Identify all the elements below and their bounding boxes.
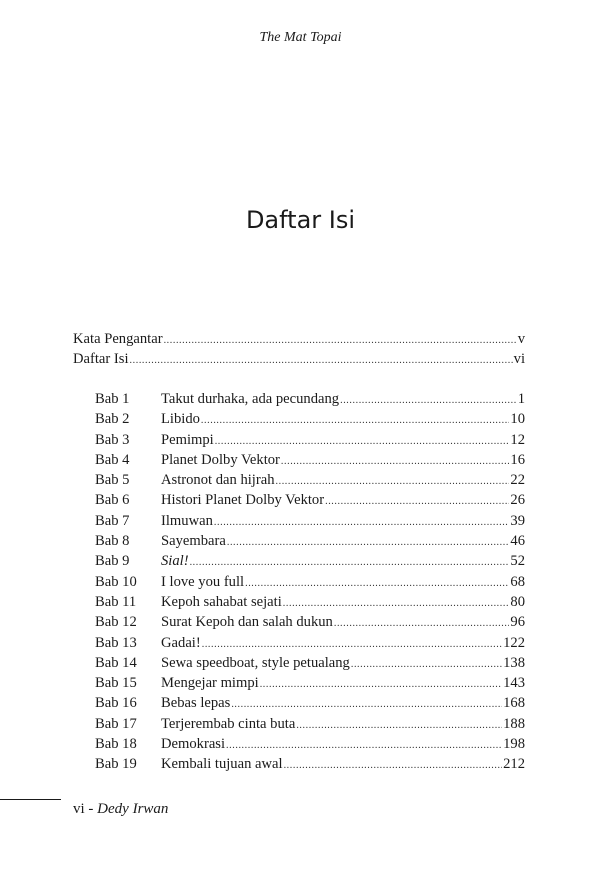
- dot-leader: [227, 533, 510, 553]
- entry-title: Kepoh sahabat sejati: [161, 593, 282, 610]
- chapter-label: Bab 10: [95, 573, 137, 590]
- entry-title: Mengejar mimpi: [161, 675, 259, 692]
- chapter-label: Bab 6: [95, 492, 130, 509]
- entry-title: Bebas lepas: [161, 695, 231, 712]
- entry-title: Daftar Isi: [73, 351, 129, 368]
- dot-leader: [276, 472, 510, 492]
- toc-chapter-row[interactable]: [95, 633, 525, 653]
- entry-title: Terjerembab cinta buta: [161, 715, 296, 732]
- dot-leader: [130, 351, 513, 371]
- entry-title: Demokrasi: [161, 736, 226, 753]
- dot-leader: [334, 614, 510, 634]
- entry-page-number: 10: [510, 411, 525, 428]
- entry-title: Ilmuwan: [161, 512, 213, 529]
- toc-chapter-row[interactable]: [95, 673, 525, 693]
- entry-page-number: 198: [503, 736, 525, 753]
- dot-leader: [214, 513, 510, 533]
- chapter-label: Bab 19: [95, 756, 137, 773]
- footer-author: Dedy Irwan: [97, 801, 169, 817]
- entry-page-number: 16: [510, 451, 525, 468]
- entry-page-number: 143: [503, 675, 525, 692]
- entry-page-number: 52: [510, 553, 525, 570]
- toc-chapter-row[interactable]: [95, 592, 525, 612]
- entry-title: Astronot dan hijrah: [161, 472, 275, 489]
- toc-chapter-row[interactable]: [95, 470, 525, 490]
- entry-page-number: 46: [510, 533, 525, 550]
- toc-front-row[interactable]: [73, 329, 525, 349]
- dot-leader: [231, 695, 502, 715]
- chapter-label: Bab 15: [95, 675, 137, 692]
- dot-leader: [260, 675, 502, 695]
- dot-leader: [284, 756, 503, 776]
- toc-chapter-row[interactable]: [95, 490, 525, 510]
- footer-rule: [0, 799, 61, 800]
- toc-chapter-row[interactable]: [95, 754, 525, 774]
- toc-chapter-row[interactable]: [95, 430, 525, 450]
- entry-title: Planet Dolby Vektor: [161, 451, 280, 468]
- entry-title: Gadai!: [161, 634, 201, 651]
- chapter-list: [95, 389, 525, 775]
- chapter-label: Bab 3: [95, 431, 130, 448]
- entry-title: Surat Kepoh dan salah dukun: [161, 614, 333, 631]
- entry-title: I love you full: [161, 573, 245, 590]
- chapter-label: Bab 13: [95, 634, 137, 651]
- dot-leader: [202, 635, 502, 655]
- dot-leader: [296, 716, 502, 736]
- dot-leader: [245, 574, 509, 594]
- dot-leader: [190, 553, 510, 573]
- toc-chapter-row[interactable]: [95, 511, 525, 531]
- page-footer: [73, 801, 168, 818]
- chapter-label: Bab 14: [95, 654, 137, 671]
- toc-chapter-row[interactable]: [95, 693, 525, 713]
- entry-title: Sial!: [161, 553, 189, 570]
- chapter-label: Bab 16: [95, 695, 137, 712]
- entry-title: Libido: [161, 411, 200, 428]
- toc-chapter-row[interactable]: [95, 734, 525, 754]
- chapter-label: Bab 11: [95, 593, 137, 610]
- dot-leader: [215, 432, 510, 452]
- entry-title: Kembali tujuan awal: [161, 756, 283, 773]
- entry-title: Histori Planet Dolby Vektor: [161, 492, 325, 509]
- toc-chapter-row[interactable]: [95, 551, 525, 571]
- entry-page-number: 80: [510, 593, 525, 610]
- chapter-label: Bab 12: [95, 614, 137, 631]
- entry-page-number: 68: [510, 573, 525, 590]
- chapter-label: Bab 7: [95, 512, 130, 529]
- footer-page-number: vi: [73, 801, 85, 817]
- chapter-label: Bab 2: [95, 411, 130, 428]
- dot-leader: [283, 594, 510, 614]
- entry-page-number: 12: [510, 431, 525, 448]
- dot-leader: [340, 391, 517, 411]
- entry-page-number: 96: [510, 614, 525, 631]
- chapter-label: Bab 9: [95, 553, 130, 570]
- footer-separator: -: [88, 801, 94, 817]
- entry-page-number: 39: [510, 512, 525, 529]
- entry-page-number: vi: [513, 351, 525, 368]
- entry-title: Sewa speedboat, style petualang: [161, 654, 350, 671]
- entry-page-number: 22: [510, 472, 525, 489]
- entry-title: Kata Pengantar: [73, 331, 163, 347]
- running-head: The Mat Topai: [259, 30, 342, 45]
- dot-leader: [325, 492, 509, 512]
- chapter-label: Bab 1: [95, 391, 130, 407]
- toc-chapter-row[interactable]: [95, 531, 525, 551]
- entry-page-number: 212: [503, 756, 525, 773]
- chapter-label: Bab 5: [95, 472, 130, 489]
- toc-chapter-row[interactable]: [95, 450, 525, 470]
- entry-title: Takut durhaka, ada pecundang: [161, 391, 340, 407]
- chapter-label: Bab 17: [95, 715, 137, 732]
- dot-leader: [226, 736, 502, 756]
- toc-chapter-row[interactable]: [95, 572, 525, 592]
- dot-leader: [281, 452, 510, 472]
- entry-title: Pemimpi: [161, 431, 214, 448]
- entry-page-number: 1: [517, 391, 525, 407]
- dot-leader: [164, 331, 517, 351]
- entry-page-number: 122: [503, 634, 525, 651]
- chapter-label: Bab 8: [95, 533, 130, 550]
- page-title: Daftar Isi: [245, 206, 356, 234]
- front-matter-list: [73, 329, 525, 370]
- entry-title: Sayembara: [161, 533, 226, 550]
- entry-page-number: 188: [503, 715, 525, 732]
- toc-chapter-row[interactable]: [95, 389, 525, 409]
- toc-chapter-row[interactable]: [95, 714, 525, 734]
- entry-page-number: 168: [503, 695, 525, 712]
- toc-chapter-row[interactable]: [95, 653, 525, 673]
- entry-page-number: 26: [510, 492, 525, 509]
- chapter-label: Bab 18: [95, 736, 137, 753]
- entry-page-number: v: [517, 331, 525, 347]
- toc-front-row[interactable]: [73, 349, 525, 369]
- toc-chapter-row[interactable]: [95, 612, 525, 632]
- entry-page-number: 138: [503, 654, 525, 671]
- toc-chapter-row[interactable]: [95, 409, 525, 429]
- chapter-label: Bab 4: [95, 451, 130, 468]
- dot-leader: [201, 411, 509, 431]
- dot-leader: [351, 655, 502, 675]
